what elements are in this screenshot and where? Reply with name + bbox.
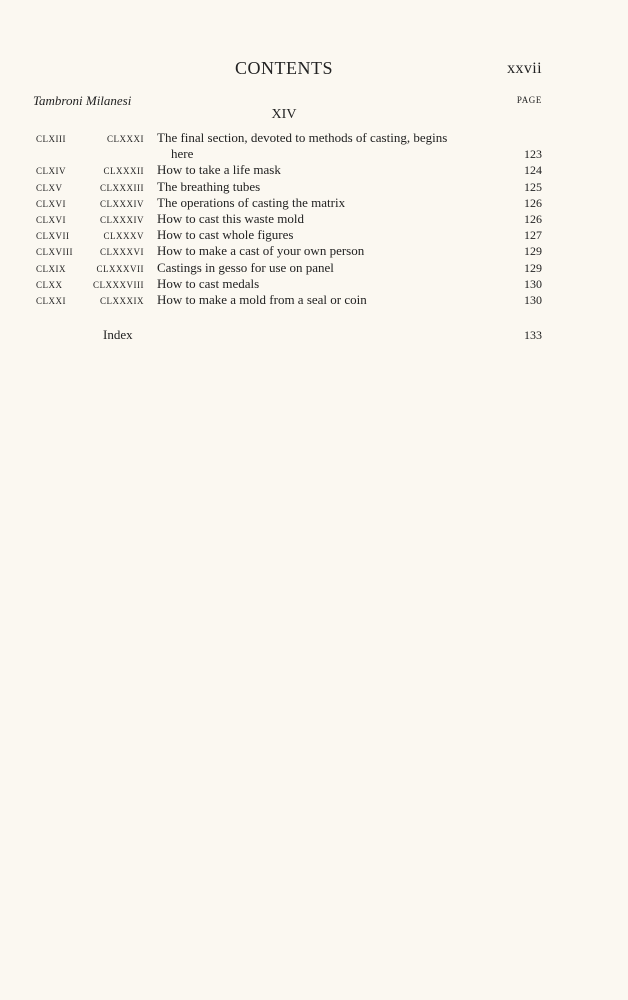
entry-title: The operations of casting the matrix <box>157 194 346 210</box>
chapter-number: CLXXXIX <box>100 295 144 306</box>
contents-entry <box>0 292 628 308</box>
entry-title: How to take a life mask <box>157 162 281 178</box>
entry-page: 130 <box>524 276 542 291</box>
chapter-number-tambroni: CLXXI <box>36 295 66 306</box>
chapter-number-tambroni: CLXVII <box>36 231 70 242</box>
entry-page: 126 <box>524 211 542 226</box>
chapter-number-tambroni: CLXVI <box>36 198 66 209</box>
contents-entry <box>0 211 628 227</box>
column-label-edition: Tambroni Milanesi <box>33 93 132 108</box>
chapter-number: CLXXXVII <box>96 263 144 274</box>
contents-entry <box>0 260 628 276</box>
entry-title: Castings in gesso for use on panel <box>157 259 334 275</box>
contents-entry <box>0 179 628 195</box>
entry-title: How to make a mold from a seal or coin <box>157 291 367 307</box>
chapter-number: CLXXXII <box>103 166 144 177</box>
chapter-number-tambroni: CLXVI <box>36 214 66 225</box>
entry-title: The final section, devoted to methods of casting, begins <box>157 130 448 145</box>
entry-page: 124 <box>524 163 542 178</box>
chapter-number-tambroni: CLXIV <box>36 166 66 177</box>
contents-entry <box>0 227 628 243</box>
chapter-number-tambroni: CLXVIII <box>36 247 73 258</box>
entry-title: How to cast whole figures <box>157 227 294 243</box>
index-label: Index <box>103 327 133 342</box>
entry-page: 129 <box>524 260 542 275</box>
chapter-number: CLXXXIII <box>100 182 144 193</box>
entry-title: How to make a cast of your own person <box>157 243 365 259</box>
chapter-number: CLXXXVI <box>100 247 144 258</box>
chapter-number: CLXXXVIII <box>93 279 144 290</box>
contents-entry <box>0 195 628 211</box>
entry-page: 123 <box>524 147 542 162</box>
chapter-number-tambroni: CLXV <box>36 182 63 193</box>
chapter-number-tambroni: CLXX <box>36 279 63 290</box>
entry-page: 127 <box>524 228 542 243</box>
entry-title-continued: here <box>171 146 194 162</box>
entry-title: How to cast this waste mold <box>157 210 304 226</box>
index-entry <box>0 326 628 344</box>
contents-entry <box>0 276 628 292</box>
entry-page: 126 <box>524 195 542 210</box>
chapter-number-tambroni: CLXIII <box>36 134 66 144</box>
entry-title: The breathing tubes <box>157 178 261 194</box>
contents-entry <box>0 243 628 259</box>
index-page: 133 <box>524 328 542 342</box>
chapter-number-tambroni: CLXIX <box>36 263 66 274</box>
chapter-number: CLXXXI <box>107 134 144 144</box>
page-title: CONTENTS <box>235 58 333 78</box>
contents-list <box>0 130 628 308</box>
contents-entry <box>0 130 628 162</box>
entry-page: 129 <box>524 244 542 259</box>
entry-page: 125 <box>524 179 542 194</box>
entry-title: How to cast medals <box>157 275 260 291</box>
chapter-number: CLXXXIV <box>100 214 144 225</box>
chapter-number: CLXXXIV <box>100 198 144 209</box>
page-number: xxvii <box>507 60 542 77</box>
section-heading: XIV <box>271 107 297 122</box>
entry-page: 130 <box>524 292 542 307</box>
column-label-page: PAGE <box>516 95 542 105</box>
contents-entry <box>0 162 628 178</box>
chapter-number: CLXXXV <box>103 231 144 242</box>
